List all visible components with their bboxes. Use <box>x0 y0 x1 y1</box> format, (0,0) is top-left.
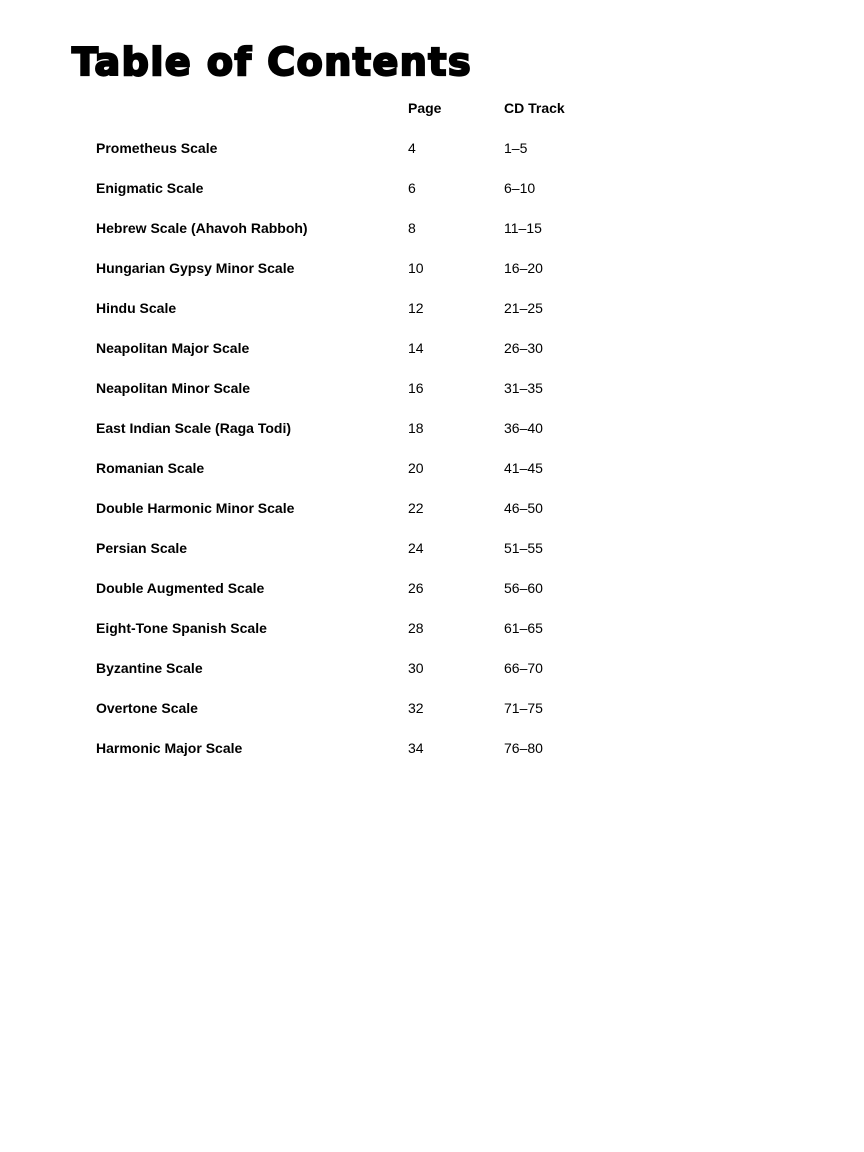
entry-page: 30 <box>408 660 424 676</box>
entry-title: Prometheus Scale <box>96 140 218 156</box>
toc-entry[interactable] <box>96 568 696 608</box>
toc-entry[interactable] <box>96 248 696 288</box>
entry-title: Persian Scale <box>96 540 188 556</box>
entry-page: 18 <box>408 420 424 436</box>
entry-title: Neapolitan Minor Scale <box>96 380 251 396</box>
entry-track: 61–65 <box>504 620 543 636</box>
entry-track: 16–20 <box>504 260 543 276</box>
toc-entry[interactable] <box>96 448 696 488</box>
entry-title: Overtone Scale <box>96 700 198 716</box>
entry-title: Double Augmented Scale <box>96 580 265 596</box>
page-column-header: Page <box>408 100 442 116</box>
page-title: Table of Contents <box>72 40 473 84</box>
entry-track: 66–70 <box>504 660 543 676</box>
toc-entry[interactable] <box>96 608 696 648</box>
toc-entry[interactable] <box>96 288 696 328</box>
entry-page: 16 <box>408 380 424 396</box>
entry-page: 34 <box>408 740 424 756</box>
toc-entry[interactable] <box>96 168 696 208</box>
toc-entry[interactable] <box>96 688 696 728</box>
entry-title: Hindu Scale <box>96 300 177 316</box>
toc-entry[interactable] <box>96 488 696 528</box>
toc-entry[interactable] <box>96 728 696 768</box>
entry-track: 11–15 <box>504 220 542 236</box>
entry-track: 51–55 <box>504 540 543 556</box>
entry-track: 26–30 <box>504 340 543 356</box>
entry-track: 6–10 <box>504 180 536 196</box>
entry-title: Hebrew Scale (Ahavoh Rabboh) <box>96 220 308 236</box>
entry-track: 46–50 <box>504 500 543 516</box>
entry-title: Hungarian Gypsy Minor Scale <box>96 260 295 276</box>
entry-track: 56–60 <box>504 580 543 596</box>
toc-entry[interactable] <box>96 208 696 248</box>
entry-title: Enigmatic Scale <box>96 180 204 196</box>
cd-track-column-header: CD Track <box>504 100 565 116</box>
toc-entry[interactable] <box>96 648 696 688</box>
entry-title: Byzantine Scale <box>96 660 203 676</box>
entry-title: Double Harmonic Minor Scale <box>96 500 295 516</box>
entry-page: 8 <box>408 220 416 236</box>
entry-page: 26 <box>408 580 424 596</box>
toc-entry[interactable] <box>96 128 696 168</box>
table-of-contents <box>96 88 696 768</box>
entry-title: Eight-Tone Spanish Scale <box>96 620 267 636</box>
entry-track: 31–35 <box>504 380 543 396</box>
entry-track: 71–75 <box>504 700 543 716</box>
entry-track: 1–5 <box>504 140 528 156</box>
entry-track: 21–25 <box>504 300 543 316</box>
entry-page: 20 <box>408 460 424 476</box>
entry-page: 28 <box>408 620 424 636</box>
toc-entry[interactable] <box>96 368 696 408</box>
entry-page: 12 <box>408 300 424 316</box>
entry-page: 22 <box>408 500 424 516</box>
toc-header <box>96 88 696 128</box>
entry-page: 24 <box>408 540 424 556</box>
entry-title: Romanian Scale <box>96 460 205 476</box>
entry-title: Harmonic Major Scale <box>96 740 243 756</box>
toc-entry[interactable] <box>96 528 696 568</box>
entry-page: 4 <box>408 140 416 156</box>
entry-page: 32 <box>408 700 424 716</box>
entry-track: 36–40 <box>504 420 543 436</box>
entry-page: 14 <box>408 340 424 356</box>
toc-entry[interactable] <box>96 328 696 368</box>
entry-track: 76–80 <box>504 740 543 756</box>
entry-track: 41–45 <box>504 460 543 476</box>
entry-title: East Indian Scale (Raga Todi) <box>96 420 292 436</box>
entry-page: 10 <box>408 260 424 276</box>
toc-entry[interactable] <box>96 408 696 448</box>
entry-title: Neapolitan Major Scale <box>96 340 250 356</box>
entry-page: 6 <box>408 180 416 196</box>
